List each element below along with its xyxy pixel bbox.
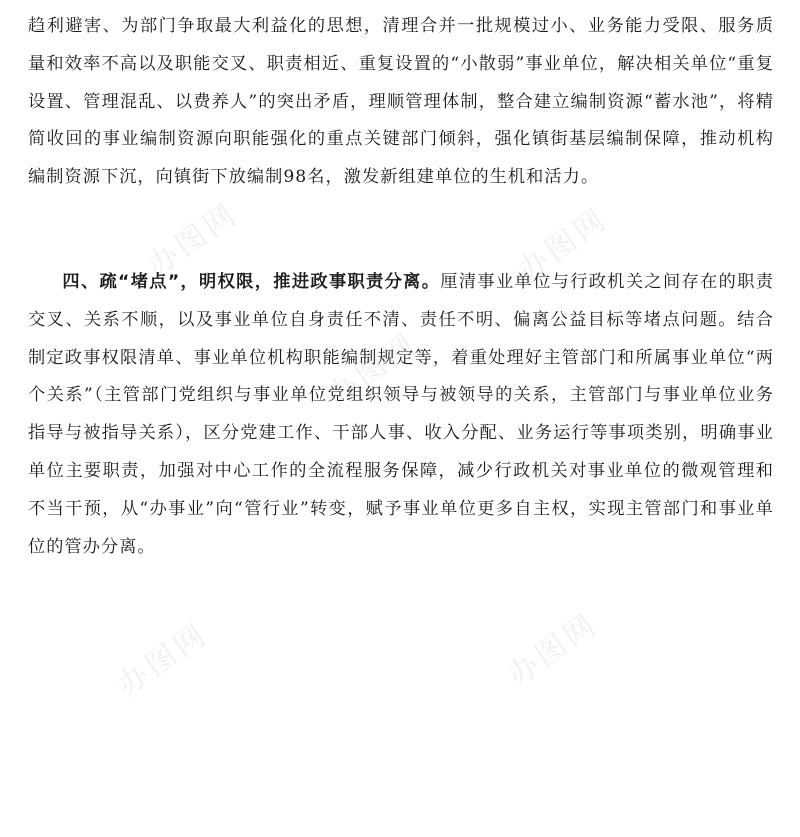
watermark: 办图网: [501, 606, 605, 694]
body-paragraph-2: [28, 264, 774, 566]
body-paragraph-2-text: 厘清事业单位与行政机关之间存在的职责交叉、关系不顺，以及事业单位自身责任不清、责任不明、偏离公益目标等堵点问题。结合制定政事权限清单、事业单位机构职能编制规定等，着重处理好主管部门和所属事业单位“两个关系”（主管部门党组织与事业单位党组织领导与被领导的关系，主管部门与事业单位业务指导与被指导关系），区分党建工作、干部人事、收入分配、业务运行等事项类别，明确事业单位主要职责，加强对中心工作的全流程服务保障，减少行政机关对事业单位的微观管理和不当干预，从“办事业”向“管行业”转变，赋予事业单位更多自主权，实现主管部门和事业单位的管办分离。: [28, 272, 774, 557]
section-heading-4: 四、疏“堵点”，明权限，推进政事职责分离。: [62, 272, 441, 292]
watermark: 办图网: [141, 196, 245, 284]
watermark: 办图网: [321, 326, 425, 414]
watermark: 办图网: [111, 616, 215, 704]
body-paragraph-1: 趋利避害、为部门争取最大利益化的思想，清理合并一批规模过小、业务能力受限、服务质量和效率不高以及职能交叉、职责相近、重复设置的“小散弱”事业单位，解决相关单位“重复设置、管理混乱、以费养人”的突出矛盾，理顺管理体制，整合建立编制资源“蓄水池”，将精简收回的事业编制资源向职能强化的重点关键部门倾斜，强化镇街基层编制保障，推动机构编制资源下沉，向镇街下放编制98名，激发新组建单位的生机和活力。: [28, 16, 774, 188]
watermark: 办图网: [511, 201, 615, 289]
